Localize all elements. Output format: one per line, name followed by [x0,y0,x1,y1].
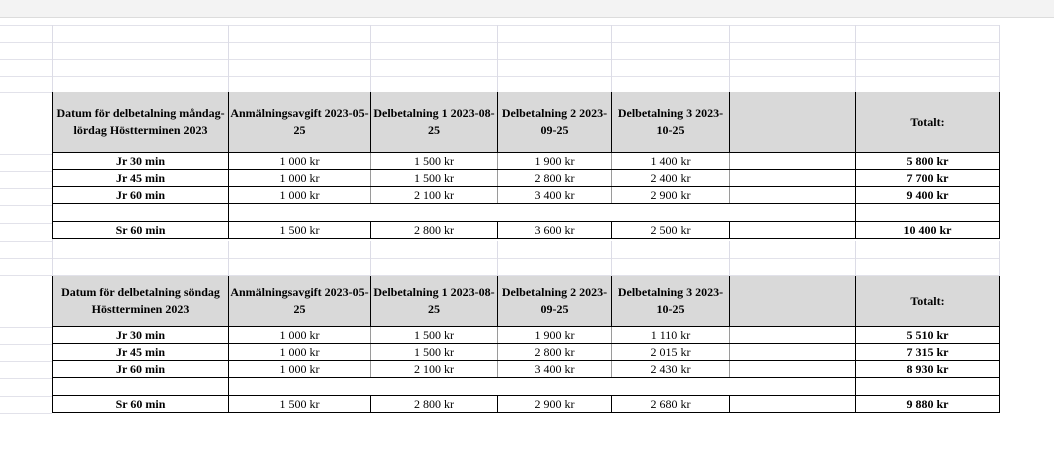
cell-empty[interactable] [730,396,856,413]
cell-installment-3[interactable]: 2 015 kr [612,344,730,361]
cell-installment-2[interactable]: 1 900 kr [498,153,612,170]
empty-cell[interactable] [612,204,730,222]
cell-empty[interactable] [730,361,856,378]
empty-cell[interactable] [498,378,612,396]
cell-installment-2[interactable]: 3 400 kr [498,187,612,204]
payment-table-weekday [52,92,1000,239]
header-installment-2[interactable]: Delbetalning 2 2023-09-25 [498,92,612,153]
empty-cell[interactable] [730,378,856,396]
cell-total[interactable]: 8 930 kr [856,361,1000,378]
row-label[interactable]: Jr 45 min [53,344,229,361]
cell-installment-1[interactable]: 2 100 kr [371,361,498,378]
cell-installment-3[interactable]: 2 430 kr [612,361,730,378]
cell-total[interactable]: 5 510 kr [856,327,1000,344]
cell-installment-3[interactable]: 2 680 kr [612,396,730,413]
cell-installment-3[interactable]: 2 900 kr [612,187,730,204]
header-installment-1[interactable]: Delbetalning 1 2023-08-25 [371,276,498,327]
cell-installment-1[interactable]: 2 100 kr [371,187,498,204]
cell-installment-1[interactable]: 1 500 kr [371,170,498,187]
empty-cell[interactable] [53,204,229,222]
cell-installment-2[interactable]: 2 900 kr [498,396,612,413]
empty-cell[interactable] [371,378,498,396]
row-label[interactable]: Sr 60 min [53,396,229,413]
empty-cell[interactable] [856,378,1000,396]
payment-table-sunday [52,276,1000,413]
empty-cell[interactable] [229,378,371,396]
cell-total[interactable]: 7 700 kr [856,170,1000,187]
header-empty[interactable] [730,92,856,153]
table-row [53,396,1000,413]
header-installment-2[interactable]: Delbetalning 2 2023-09-25 [498,276,612,327]
header-date-column[interactable]: Datum för delbetalning måndag-lördag Höstterminen 2023 [53,92,229,153]
header-empty[interactable] [730,276,856,327]
cell-installment-2[interactable]: 3 600 kr [498,222,612,239]
cell-installment-1[interactable]: 2 800 kr [371,396,498,413]
table-header-row [53,92,1000,153]
cell-installment-2[interactable]: 2 800 kr [498,170,612,187]
cell-installment-3[interactable]: 1 110 kr [612,327,730,344]
empty-cell[interactable] [856,204,1000,222]
cell-registration-fee[interactable]: 1 000 kr [229,344,371,361]
row-label[interactable]: Jr 45 min [53,170,229,187]
row-label[interactable]: Jr 60 min [53,361,229,378]
row-label[interactable]: Jr 30 min [53,153,229,170]
empty-cell[interactable] [229,204,371,222]
cell-registration-fee[interactable]: 1 000 kr [229,327,371,344]
empty-cell[interactable] [53,378,229,396]
header-date-column[interactable]: Datum för delbetalning söndag Höstterminen 2023 [53,276,229,327]
cell-empty[interactable] [730,170,856,187]
cell-registration-fee[interactable]: 1 500 kr [229,222,371,239]
cell-installment-3[interactable]: 2 400 kr [612,170,730,187]
table-header-row [53,276,1000,327]
row-label[interactable]: Sr 60 min [53,222,229,239]
table-row [53,344,1000,361]
header-total[interactable]: Totalt: [856,276,1000,327]
cell-installment-1[interactable]: 1 500 kr [371,327,498,344]
cell-empty[interactable] [730,153,856,170]
cell-empty[interactable] [730,222,856,239]
cell-total[interactable]: 5 800 kr [856,153,1000,170]
cell-empty[interactable] [730,327,856,344]
header-registration-fee[interactable]: Anmälningsavgift 2023-05-25 [229,276,371,327]
empty-cell[interactable] [730,204,856,222]
toolbar-strip [0,0,1054,18]
header-installment-1[interactable]: Delbetalning 1 2023-08-25 [371,92,498,153]
table-row [53,153,1000,170]
table-row [53,361,1000,378]
cell-total[interactable]: 9 880 kr [856,396,1000,413]
header-installment-3[interactable]: Delbetalning 3 2023-10-25 [612,276,730,327]
cell-registration-fee[interactable]: 1 000 kr [229,153,371,170]
cell-installment-1[interactable]: 1 500 kr [371,153,498,170]
table-row [53,222,1000,239]
empty-cell[interactable] [498,204,612,222]
cell-installment-3[interactable]: 2 500 kr [612,222,730,239]
cell-total[interactable]: 10 400 kr [856,222,1000,239]
row-label[interactable]: Jr 30 min [53,327,229,344]
cell-registration-fee[interactable]: 1 000 kr [229,187,371,204]
cell-total[interactable]: 9 400 kr [856,187,1000,204]
cell-registration-fee[interactable]: 1 000 kr [229,170,371,187]
empty-cell[interactable] [612,378,730,396]
header-installment-3[interactable]: Delbetalning 3 2023-10-25 [612,92,730,153]
cell-empty[interactable] [730,344,856,361]
cell-registration-fee[interactable]: 1 500 kr [229,396,371,413]
empty-cell[interactable] [371,204,498,222]
table-spacer-row [53,204,1000,222]
table-row [53,170,1000,187]
cell-installment-1[interactable]: 2 800 kr [371,222,498,239]
cell-registration-fee[interactable]: 1 000 kr [229,361,371,378]
cell-installment-1[interactable]: 1 500 kr [371,344,498,361]
cell-installment-2[interactable]: 3 400 kr [498,361,612,378]
cell-empty[interactable] [730,187,856,204]
cell-installment-2[interactable]: 1 900 kr [498,327,612,344]
row-label[interactable]: Jr 60 min [53,187,229,204]
cell-total[interactable]: 7 315 kr [856,344,1000,361]
table-spacer-row [53,378,1000,396]
table-row [53,327,1000,344]
header-total[interactable]: Totalt: [856,92,1000,153]
header-registration-fee[interactable]: Anmälningsavgift 2023-05-25 [229,92,371,153]
cell-installment-3[interactable]: 1 400 kr [612,153,730,170]
table-row [53,187,1000,204]
cell-installment-2[interactable]: 2 800 kr [498,344,612,361]
